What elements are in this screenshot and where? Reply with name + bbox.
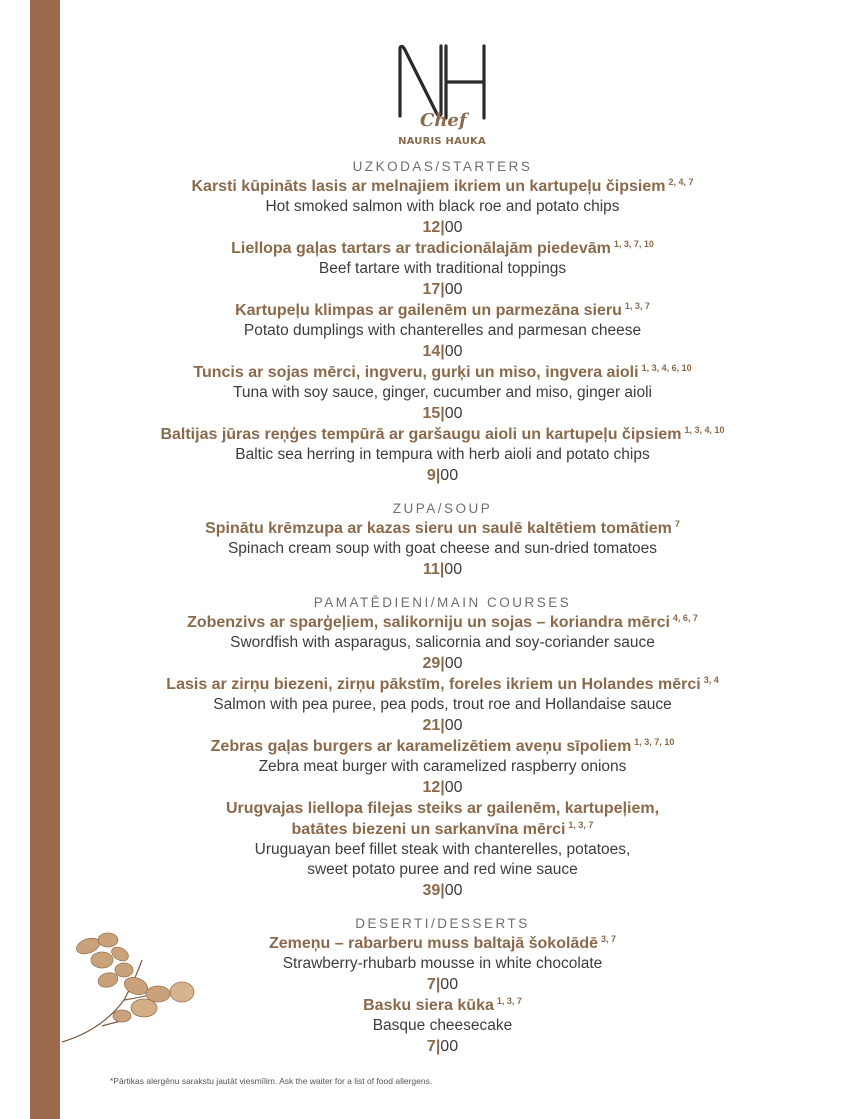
dish-name-lv-text: Zemeņu – rabarberu muss baltajā šokolādē — [268, 935, 598, 952]
dish-name-lv — [110, 933, 775, 954]
price-fraction: 00 — [444, 219, 463, 236]
dish-name-en: Beef tartare with traditional toppings — [318, 260, 567, 277]
price-fraction: 00 — [444, 717, 463, 734]
price-fraction: 00 — [444, 561, 463, 578]
dish-name-en: Basque cheesecake — [372, 1017, 513, 1034]
allergen-codes: 1, 3, 7 — [496, 996, 522, 1006]
chef-name: NAURIS HAUKA — [398, 136, 486, 147]
dish-price — [110, 559, 775, 580]
menu-item — [110, 736, 775, 798]
dish-name-lv-text: Liellopa gaļas tartars ar tradicionālajām piedevām — [231, 240, 611, 257]
dish-name-lv — [110, 424, 775, 445]
dish-name-en-line2: sweet potato puree and red wine sauce — [307, 861, 578, 878]
menu-item — [110, 612, 775, 674]
price-whole: 17 — [422, 281, 441, 298]
menu-item — [110, 300, 775, 362]
price-fraction: 00 — [444, 281, 463, 298]
allergen-codes: 4, 6, 7 — [672, 613, 698, 623]
price-separator: | — [440, 219, 445, 236]
price-whole: 12 — [422, 219, 441, 236]
dish-name-lv — [110, 736, 775, 757]
dish-price — [110, 715, 775, 736]
price-whole: 14 — [422, 343, 441, 360]
menu-content — [110, 158, 775, 1071]
price-whole: 12 — [422, 779, 441, 796]
menu-item — [110, 995, 775, 1057]
price-fraction: 00 — [444, 655, 463, 672]
menu-item — [110, 238, 775, 300]
dish-name-lv-text: Tuncis ar sojas mērci, ingveru, gurķi un miso, ingvera aioli — [193, 364, 639, 381]
menu-item — [110, 362, 775, 424]
menu-item — [110, 674, 775, 736]
dish-name-en: Tuna with soy sauce, ginger, cucumber and miso, ginger aioli — [232, 384, 652, 401]
dish-name-lv — [110, 612, 775, 633]
allergen-codes: 1, 3, 4, 6, 10 — [641, 363, 692, 373]
dish-price — [110, 403, 775, 424]
allergen-codes: 1, 3, 7, 10 — [613, 239, 654, 249]
price-whole: 7 — [426, 976, 436, 993]
allergen-codes: 1, 3, 7 — [568, 820, 594, 830]
allergen-codes: 3, 7 — [601, 934, 617, 944]
dish-name-lv-line2 — [110, 819, 775, 840]
dish-name-lv-text: Lasis ar zirņu biezeni, zirņu pākstīm, foreles ikriem un Holandes mērci — [166, 676, 701, 693]
dish-name-lv — [110, 300, 775, 321]
allergen-codes: 3, 4 — [703, 675, 719, 685]
dish-name-lv — [110, 798, 775, 819]
dish-name-lv — [110, 674, 775, 695]
price-separator: | — [440, 281, 445, 298]
price-whole: 21 — [422, 717, 441, 734]
section-title: ZUPA/SOUP — [392, 501, 493, 516]
left-accent-bar — [30, 0, 60, 1119]
price-separator: | — [440, 655, 445, 672]
chef-script: Chef — [420, 110, 467, 131]
dish-price — [110, 341, 775, 362]
dish-name-lv — [110, 362, 775, 383]
dish-name-en: Baltic sea herring in tempura with herb aioli and potato chips — [235, 446, 650, 463]
dish-price — [110, 880, 775, 901]
section-title: PAMATĒDIENI/MAIN COURSES — [313, 595, 572, 610]
dish-name-en: Strawberry-rhubarb mousse in white chocolate — [282, 955, 603, 972]
menu-section — [110, 500, 775, 580]
price-fraction: 00 — [444, 779, 463, 796]
price-fraction: 00 — [440, 1038, 459, 1055]
dish-name-lv-text: Baltijas jūras reņģes tempūrā ar garšaugu aioli un kartupeļu čipsiem — [160, 426, 682, 443]
price-fraction: 00 — [444, 343, 463, 360]
price-whole: 7 — [426, 1038, 436, 1055]
dish-price — [110, 653, 775, 674]
menu-section — [110, 158, 775, 486]
dish-name-lv-text: Kartupeļu klimpas ar gailenēm un parmezāna sieru — [235, 302, 622, 319]
price-separator: | — [435, 976, 441, 993]
menu-item — [110, 176, 775, 238]
allergen-codes: 1, 3, 7 — [624, 301, 650, 311]
dish-price — [110, 465, 775, 486]
chef-logo — [380, 38, 504, 153]
dish-price — [110, 217, 775, 238]
dish-name-en: Potato dumplings with chanterelles and parmesan cheese — [243, 322, 642, 339]
price-fraction: 00 — [440, 976, 459, 993]
price-separator: | — [440, 717, 445, 734]
dish-price — [110, 1036, 775, 1057]
dish-name-lv-text: Spinātu krēmzupa ar kazas sieru un saulē kaltētiem tomātiem — [205, 520, 672, 537]
price-fraction: 00 — [444, 405, 463, 422]
menu-item — [110, 933, 775, 995]
dish-name-lv — [110, 995, 775, 1016]
dish-name-lv-text: Zobenzivs ar sparģeļiem, salikorniju un sojas – koriandra mērci — [187, 614, 670, 631]
price-whole: 11 — [422, 561, 440, 578]
dish-name-en: Spinach cream soup with goat cheese and sun-dried tomatoes — [227, 540, 658, 557]
allergen-codes: 1, 3, 7, 10 — [634, 737, 675, 747]
dish-name-lv-text: Urugvajas liellopa filejas steiks ar gailenēm, kartupeļiem, — [225, 800, 660, 817]
price-whole: 29 — [422, 655, 441, 672]
menu-item — [110, 424, 775, 486]
price-separator: | — [440, 779, 445, 796]
dish-name-en: Uruguayan beef fillet steak with chanterelles, potatoes, — [254, 841, 631, 858]
price-separator: | — [435, 467, 441, 484]
menu-item — [110, 518, 775, 580]
section-title: DESERTI/DESSERTS — [355, 916, 530, 931]
dish-name-lv-text: Karsti kūpināts lasis ar melnajiem ikriem un kartupeļu čipsiem — [191, 178, 666, 195]
dish-name-en: Swordfish with asparagus, salicornia and soy-coriander sauce — [230, 634, 655, 651]
allergen-codes: 7 — [674, 519, 680, 529]
dish-name-lv2-text: batātes biezeni un sarkanvīna mērci — [291, 821, 566, 838]
dish-name-lv-text: Zebras gaļas burgers ar karamelizētiem aveņu sīpoliem — [210, 738, 632, 755]
price-whole: 39 — [422, 882, 441, 899]
allergen-codes: 2, 4, 7 — [668, 177, 694, 187]
menu-item — [110, 798, 775, 901]
price-separator: | — [439, 561, 445, 578]
dish-price — [110, 974, 775, 995]
section-title: UZKODAS/STARTERS — [352, 159, 533, 174]
price-separator: | — [440, 343, 445, 360]
dish-name-lv — [110, 518, 775, 539]
menu-section — [110, 594, 775, 901]
price-fraction: 00 — [444, 882, 463, 899]
dish-name-en: Hot smoked salmon with black roe and potato chips — [265, 198, 620, 215]
price-fraction: 00 — [440, 467, 459, 484]
price-separator: | — [440, 882, 445, 899]
dish-name-lv — [110, 238, 775, 259]
dish-name-lv — [110, 176, 775, 197]
dish-price — [110, 777, 775, 798]
price-separator: | — [435, 1038, 441, 1055]
dish-name-en: Salmon with pea puree, pea pods, trout roe and Hollandaise sauce — [213, 696, 672, 713]
price-whole: 9 — [426, 467, 436, 484]
price-whole: 15 — [422, 405, 441, 422]
price-separator: | — [440, 405, 445, 422]
menu-section — [110, 915, 775, 1057]
allergen-footnote: *Pārtikas alergēnu sarakstu jautāt viesmīlim. Ask the waiter for a list of food allergens. — [110, 1076, 433, 1086]
allergen-codes: 1, 3, 4, 10 — [684, 425, 725, 435]
dish-name-lv-text: Basku siera kūka — [363, 997, 494, 1014]
dried-flower-decoration — [62, 930, 202, 1050]
dish-price — [110, 279, 775, 300]
dish-name-en: Zebra meat burger with caramelized raspberry onions — [258, 758, 627, 775]
